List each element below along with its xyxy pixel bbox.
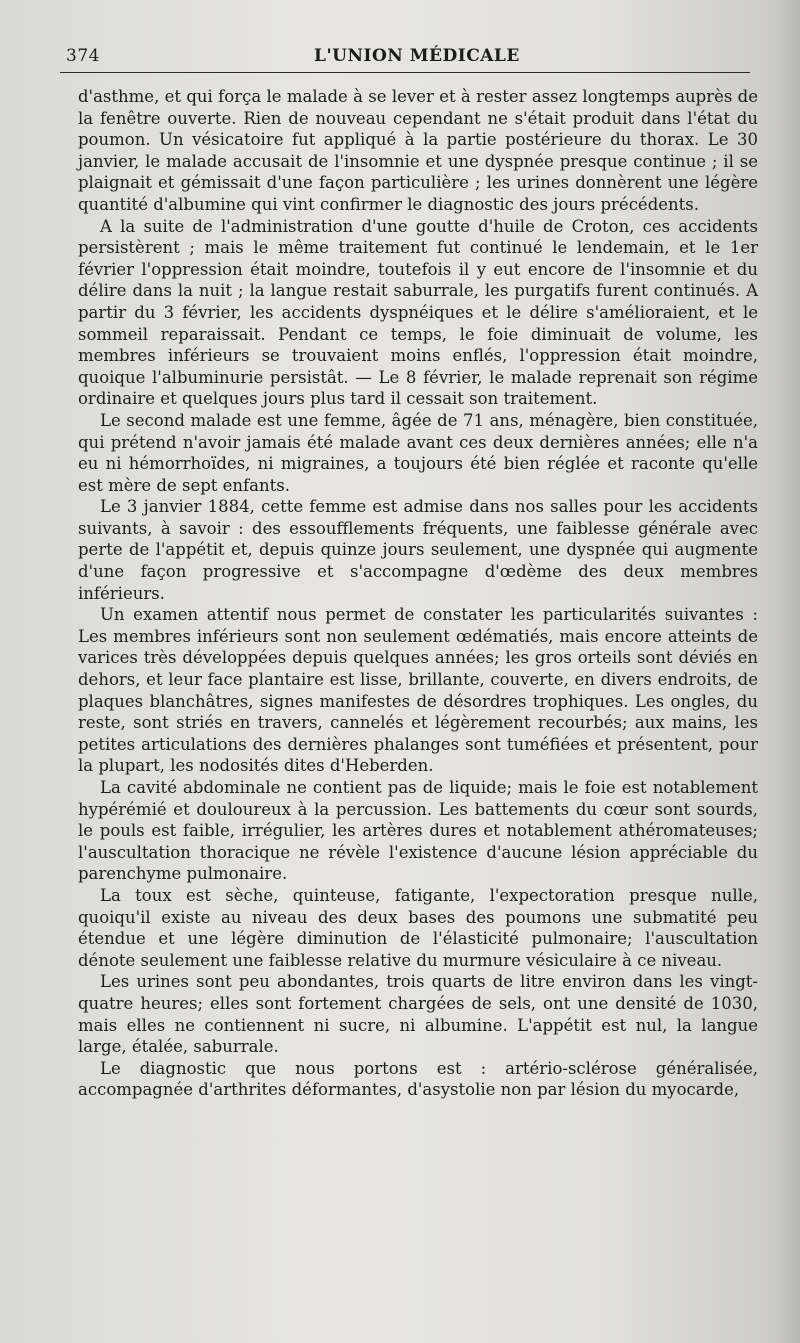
page-header — [60, 44, 750, 74]
paragraph-continuation: d'asthme, et qui força le malade à se lever et à rester assez longtemps auprès de la fenêtre ouverte. Rien de nouveau cependant ne s'était produit dans l'état du poumon. Un vésicatoire fut appliqué à la partie postérieure du thorax. Le 30 janvier, le malade accusait de l'insomnie et une dyspnée presque continue ; il se plaignait et gémissait d'une façon particulière ; les urines donnèrent une légère quantité d'albumine qui vint confirmer le diagnostic des jours précédents. — [78, 87, 758, 214]
paragraph: Le diagnostic que nous portons est : artério-sclérose généralisée, accompagnée d'arthrites déformantes, d'asystolie non par lésion du myocarde, — [78, 1058, 758, 1100]
paragraph: Le 3 janvier 1884, cette femme est admise dans nos salles pour les accidents suivants, à savoir : des essoufflements fréquents, une faiblesse générale avec perte de l'appétit et, depuis quinze jours seulement, une dyspnée qui augmente d'une façon progressive et s'accompagne d'œdème des deux membres inférieurs. — [78, 497, 758, 603]
paragraph: Les urines sont peu abondantes, trois quarts de litre environ dans les vingt-quatre heures; elles sont fortement chargées de sels, ont une densité de 1030, mais elles ne contiennent ni sucre, ni albumine. L'appétit est nul, la langue large, étalée, saburrale. — [78, 972, 758, 1057]
page-number: 374 — [66, 46, 100, 66]
paragraph: Un examen attentif nous permet de constater les particularités suivantes : Les membres inférieurs sont non seulement œdématiés, mais encore atteints de varices très développées depuis quelques années; les gros orteils sont déviés en dehors, et leur face plantaire est lisse, brillante, couverte, en divers endroits, de plaques blanchâtres, signes manifestes de désordres trophiques. Les ongles, du reste, sont striés en travers, cannelés et légèrement recourbés; aux mains, les petites articulations des dernières phalanges sont tuméfiées et présentent, pour la plupart, les nodosités dites d'Heberden. — [78, 605, 758, 776]
paragraph: La cavité abdominale ne contient pas de liquide; mais le foie est notablement hypérémié et douloureux à la percussion. Les battements du cœur sont sourds, le pouls est faible, irrégulier, les artères dures et notablement athéromateuses; l'auscultation thoracique ne révèle l'existence d'aucune lésion appréciable du parenchyme pulmonaire. — [78, 778, 758, 884]
running-title: L'UNION MÉDICALE — [314, 46, 520, 66]
paragraph: La toux est sèche, quinteuse, fatigante, l'expectoration presque nulle, quoiqu'il existe au niveau des deux bases des poumons une submatité peu étendue et une légère diminution de l'élasticité pulmonaire; l'auscultation dénote seulement une faiblesse relative du murmure vésiculaire à ce niveau. — [78, 885, 758, 970]
scan-shadow-edge — [776, 0, 800, 1343]
paragraph: A la suite de l'administration d'une goutte d'huile de Croton, ces accidents persistèrent ; mais le même traitement fut continué le lendemain, et le 1er février l'oppression était moindre, toutefois il y eut encore de l'insomnie et du délire dans la nuit ; la langue restait saburrale, les purgatifs furent continués. A partir du 3 février, les accidents dyspnéiques et le délire s'amélioraient, et le sommeil reparaissait. Pendant ce temps, le foie diminuait de volume, les membres inférieurs se trouvaient moins enflés, l'oppression était moindre, quoique l'albuminurie persistât. — Le 8 février, le malade reprenait son régime ordinaire et quelques jours plus tard il cessait son traitement. — [78, 216, 758, 409]
header-rule — [60, 72, 750, 73]
article-body — [78, 86, 758, 1101]
paragraph: Le second malade est une femme, âgée de 71 ans, ménagère, bien constituée, qui prétend n'avoir jamais été malade avant ces deux dernières années; elle n'a eu ni hémorrhoïdes, ni migraines, a toujours été bien réglée et raconte qu'elle est mère de sept enfants. — [78, 410, 758, 495]
